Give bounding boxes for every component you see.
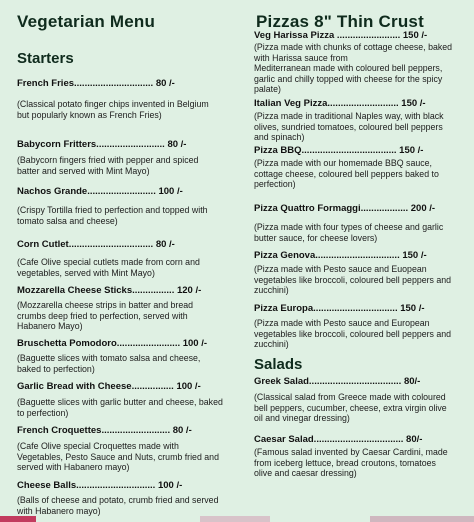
item-pizza-genova: Pizza Genova................................ 150 /- [254, 250, 427, 261]
desc-line: Vegetables, Pesto Sauce and Nuts, crumb fried and [17, 451, 219, 462]
desc-line: with Harissa sauce from [254, 52, 348, 63]
desc-line: (Baguette slices with garlic butter and cheese, baked [17, 397, 223, 407]
item-bruschetta-pomodoro: Bruschetta Pomodoro........................ 100 /- [17, 338, 208, 349]
item-desc [17, 257, 200, 278]
desc-line: to perfection) [17, 407, 69, 418]
item-desc [254, 318, 451, 350]
desc-line: (Pizza made with four types of cheese and garlic [254, 222, 444, 232]
desc-line: zucchini) [254, 339, 289, 350]
desc-line: (Pizza made with chunks of cottage cheese, baked [254, 42, 453, 52]
item-desc [254, 111, 444, 143]
desc-line: (Classical salad from Greece made with coloured [254, 392, 446, 402]
desc-line: garlic and chilly topped with cheese for the spicy [254, 73, 443, 84]
desc-line: baked to perfection) [17, 363, 95, 374]
item-nachos-grande: Nachos Grande.......................... 100 /- [17, 186, 183, 197]
desc-line: (Cafe Olive special Croquettes made with [17, 441, 179, 451]
desc-line: vegetables like broccoli, coloured bell peppers and [254, 274, 452, 285]
item-caesar-salad: Caesar Salad.................................. 80/- [254, 434, 423, 445]
item-corn-cutlet: Corn Cutlet................................ 80 /- [17, 239, 175, 250]
desc-line: (Mozzarella cheese strips in batter and bread [17, 300, 194, 310]
section-salads: Salads [254, 356, 303, 373]
desc-line: with Habanero mayo) [17, 505, 101, 516]
item-greek-salad: Greek Salad................................... 80/- [254, 376, 421, 387]
menu-title: Vegetarian Menu [17, 12, 156, 31]
item-desc [254, 42, 452, 95]
item-french-croquettes: French Croquettes.......................... 80 /- [17, 425, 192, 436]
desc-line: vegetables, served with Mint Mayo) [17, 267, 155, 278]
desc-line: crumbs deep fried to perfection, served with [17, 310, 188, 321]
desc-line: (Classical potato finger chips invented in Belgium [17, 99, 209, 109]
decorative-strip [370, 516, 474, 522]
item-desc [254, 264, 451, 296]
desc-line: (Babycorn fingers fried with pepper and spiced [17, 155, 199, 165]
item-cheese-balls: Cheese Balls.............................. 100 /- [17, 480, 183, 491]
desc-line: Mediterranean made with coloured bell peppers, [254, 63, 443, 74]
desc-line: Habanero Mayo) [17, 321, 83, 332]
desc-line: and spinach) [254, 132, 305, 143]
desc-line: (Balls of cheese and potato, crumb fried and served [17, 495, 219, 505]
item-desc [17, 441, 219, 473]
desc-line: oil and vinegar dressing) [254, 413, 350, 424]
desc-line: cottage cheese, coloured bell peppers baked to [254, 168, 439, 179]
desc-line: (Pizza made in traditional Naples way, with black [254, 111, 444, 121]
desc-line: perfection) [254, 179, 296, 190]
desc-line: (Famous salad invented by Caesar Cardini, made [254, 447, 448, 457]
desc-line: but popularly known as French Fries) [17, 109, 162, 120]
decorative-strip [200, 516, 270, 522]
item-mozzarella-cheese-sticks: Mozzarella Cheese Sticks................ 120 /- [17, 285, 202, 296]
item-garlic-bread-cheese: Garlic Bread with Cheese................ 100 /- [17, 381, 201, 392]
desc-line: bell peppers, cucumber, cheese, extra virgin olive [254, 402, 447, 413]
desc-line: (Baguette slices with tomato salsa and cheese, [17, 353, 201, 363]
item-desc [17, 397, 223, 418]
item-veg-harissa-pizza: Veg Harissa Pizza ........................ 150 /- [254, 30, 428, 41]
item-desc [254, 392, 447, 424]
item-pizza-bbq: Pizza BBQ.................................... 150 /- [254, 145, 424, 156]
desc-line: (Pizza made with Pesto sauce and Euopean [254, 264, 427, 274]
item-pizza-europa: Pizza Europa................................ 150 /- [254, 303, 425, 314]
desc-line: vegetables like broccoli, coloured bell peppers and [254, 328, 452, 339]
desc-line: (Cafe Olive special cutlets made from corn and [17, 257, 200, 267]
desc-line: zucchini) [254, 285, 289, 296]
item-babycorn-fritters: Babycorn Fritters.......................... 80 /- [17, 139, 187, 150]
desc-line: served with Habanero mayo) [17, 462, 130, 473]
item-pizza-quattro-formaggi: Pizza Quattro Formaggi.................. 200 /- [254, 203, 436, 214]
item-desc [17, 205, 208, 226]
item-desc [254, 447, 448, 479]
desc-line: olives, sundried tomatoes, coloured bell peppers [254, 121, 443, 132]
section-starters: Starters [17, 50, 74, 67]
item-italian-veg-pizza: Italian Veg Pizza........................... 150 /- [254, 98, 426, 109]
item-desc [17, 99, 209, 120]
item-desc [17, 155, 198, 176]
pizzas-title: Pizzas 8" Thin Crust [256, 12, 424, 31]
desc-line: tomato salsa and cheese) [17, 215, 118, 226]
desc-line: butter sauce, for cheese lovers) [254, 232, 378, 243]
item-desc [17, 495, 218, 516]
item-desc [17, 353, 200, 374]
desc-line: olive and caesar dressing) [254, 468, 357, 479]
item-desc [17, 300, 193, 332]
item-desc [254, 158, 439, 190]
desc-line: palate) [254, 84, 281, 95]
item-french-fries: French Fries.............................. 80 /- [17, 78, 175, 89]
desc-line: (Crispy Tortilla fried to perfection and topped with [17, 205, 208, 215]
desc-line: (Pizza made with Pesto sauce and European [254, 318, 430, 328]
desc-line: from iceberg lettuce, bread croutons, tomatoes [254, 457, 436, 468]
item-desc [254, 222, 443, 243]
decorative-strip [0, 516, 36, 522]
desc-line: (Pizza made with our homemade BBQ sauce, [254, 158, 432, 168]
desc-line: batter and served with Mint Mayo) [17, 165, 150, 176]
